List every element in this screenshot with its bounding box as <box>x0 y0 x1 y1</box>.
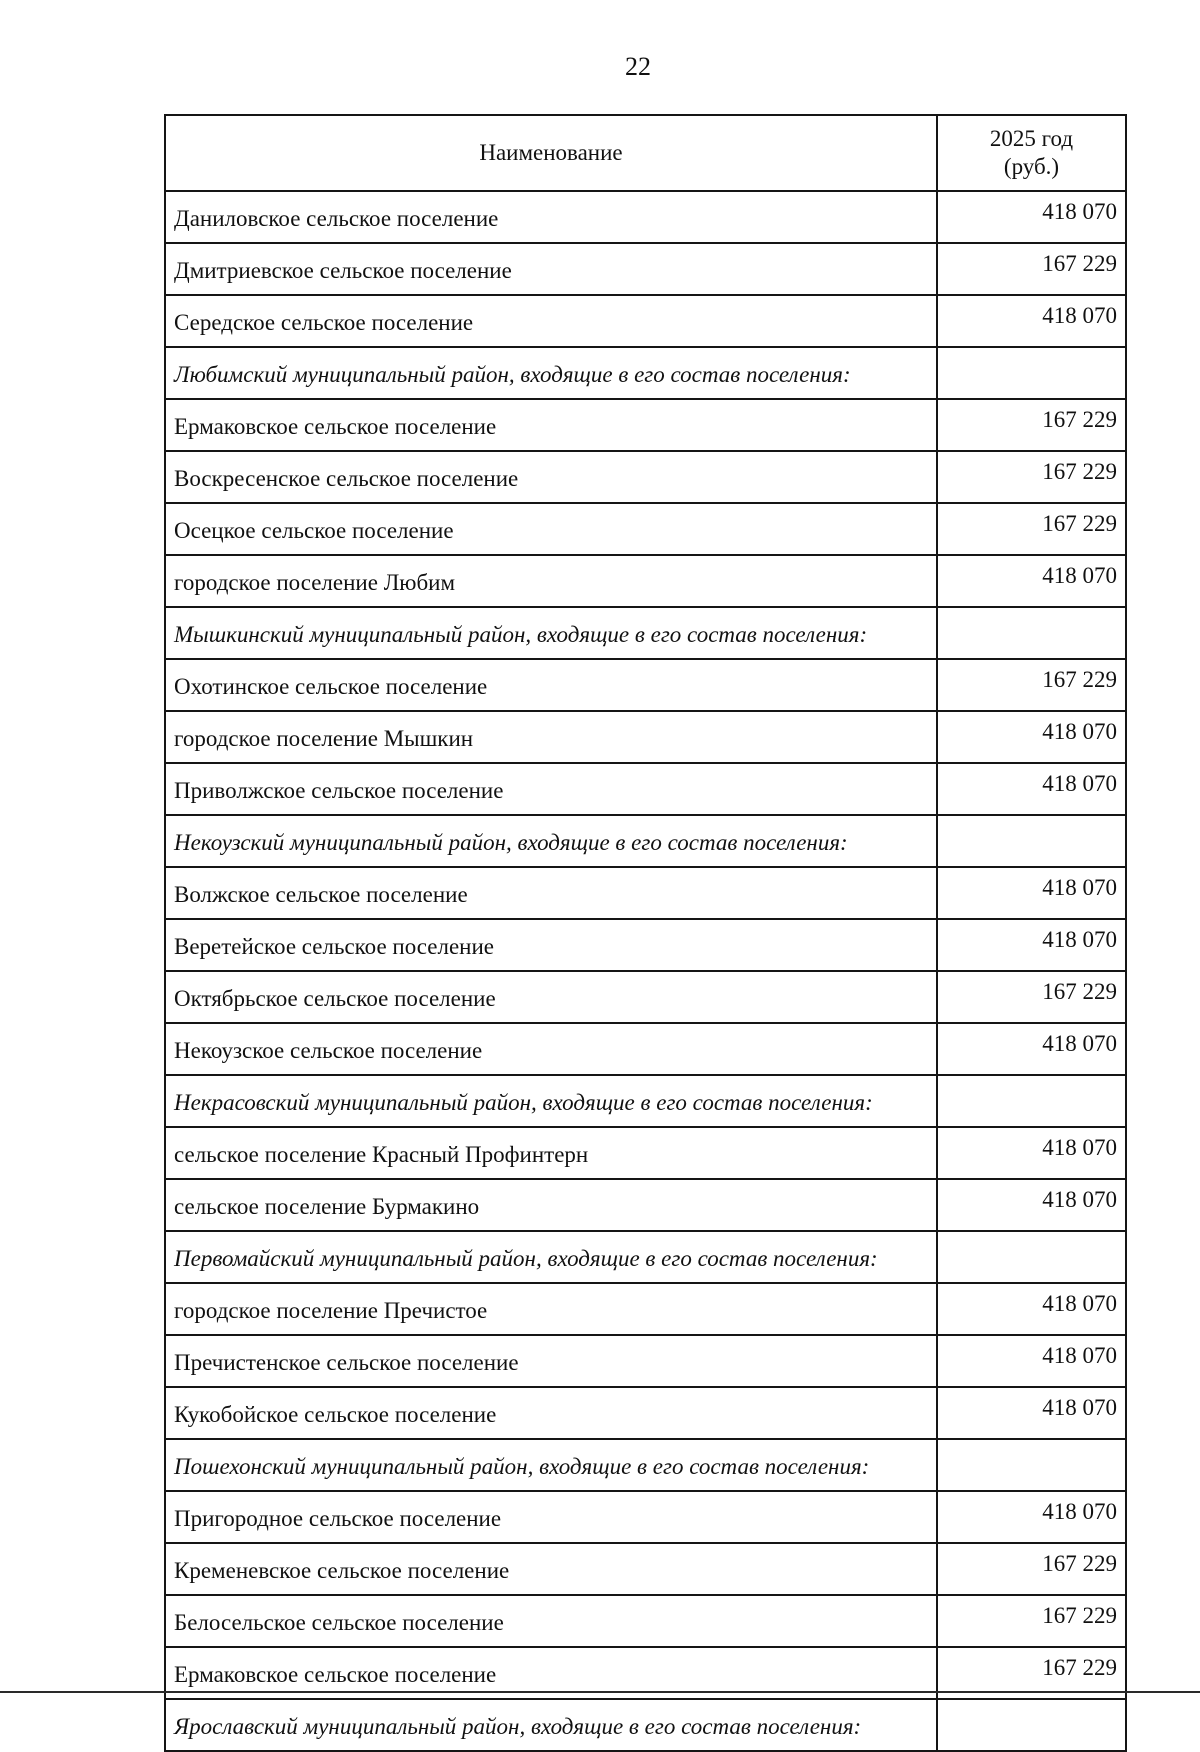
district-name-cell: Ярославский муниципальный район, входящие в его состав поселения: <box>165 1699 937 1751</box>
amount-cell: 167 229 <box>937 399 1126 451</box>
settlement-name-cell: Некоузское сельское поселение <box>165 1023 937 1075</box>
amount-cell: 167 229 <box>937 971 1126 1023</box>
settlement-name-cell: сельское поселение Бурмакино <box>165 1179 937 1231</box>
settlement-name-cell: сельское поселение Красный Профинтерн <box>165 1127 937 1179</box>
table-row <box>165 295 1126 347</box>
district-name-cell: Пошехонский муниципальный район, входящие в его состав поселения: <box>165 1439 937 1491</box>
table-row <box>165 399 1126 451</box>
table-body <box>165 191 1126 1751</box>
amount-cell: 418 070 <box>937 1023 1126 1075</box>
amount-cell: 418 070 <box>937 555 1126 607</box>
settlement-name-cell: Пречистенское сельское поселение <box>165 1335 937 1387</box>
table-row <box>165 867 1126 919</box>
amount-cell: 418 070 <box>937 1335 1126 1387</box>
amount-cell: 418 070 <box>937 1283 1126 1335</box>
settlement-name-cell: Веретейское сельское поселение <box>165 919 937 971</box>
table-header-row <box>165 115 1126 191</box>
table-row <box>165 1491 1126 1543</box>
amount-cell: 418 070 <box>937 1491 1126 1543</box>
table-row <box>165 1595 1126 1647</box>
settlement-name-cell: Волжское сельское поселение <box>165 867 937 919</box>
amount-cell: 418 070 <box>937 867 1126 919</box>
settlement-name-cell: Ермаковское сельское поселение <box>165 1647 937 1699</box>
amount-cell: 418 070 <box>937 1179 1126 1231</box>
district-name-cell: Любимский муниципальный район, входящие в его состав поселения: <box>165 347 937 399</box>
settlement-name-cell: Ермаковское сельское поселение <box>165 399 937 451</box>
settlement-name-cell: Октябрьское сельское поселение <box>165 971 937 1023</box>
settlement-name-cell: Середское сельское поселение <box>165 295 937 347</box>
header-value <box>937 115 1126 191</box>
amount-cell <box>937 1699 1126 1751</box>
table-row <box>165 763 1126 815</box>
table-row <box>165 1127 1126 1179</box>
table-row <box>165 555 1126 607</box>
header-value-year: 2025 год <box>989 126 1074 151</box>
district-name-cell: Первомайский муниципальный район, входящие в его состав поселения: <box>165 1231 937 1283</box>
table-group-row <box>165 607 1126 659</box>
table-row <box>165 1023 1126 1075</box>
settlement-name-cell: Воскресенское сельское поселение <box>165 451 937 503</box>
amount-cell: 167 229 <box>937 659 1126 711</box>
header-name: Наименование <box>165 115 937 191</box>
table-group-row <box>165 1231 1126 1283</box>
table-row <box>165 451 1126 503</box>
district-name-cell: Некрасовский муниципальный район, входящие в его состав поселения: <box>165 1075 937 1127</box>
settlement-name-cell: городское поселение Любим <box>165 555 937 607</box>
table-row <box>165 503 1126 555</box>
settlement-name-cell: Белосельское сельское поселение <box>165 1595 937 1647</box>
amount-cell <box>937 815 1126 867</box>
amount-cell: 167 229 <box>937 1595 1126 1647</box>
amount-cell: 418 070 <box>937 1387 1126 1439</box>
table-group-row <box>165 1699 1126 1751</box>
table-group-row <box>165 815 1126 867</box>
table-row <box>165 971 1126 1023</box>
header-value-unit: (руб.) <box>1003 154 1060 179</box>
table-group-row <box>165 347 1126 399</box>
amount-cell: 418 070 <box>937 191 1126 243</box>
amount-cell <box>937 607 1126 659</box>
settlement-name-cell: Даниловское сельское поселение <box>165 191 937 243</box>
amount-cell: 167 229 <box>937 1647 1126 1699</box>
table-row <box>165 1335 1126 1387</box>
settlement-name-cell: Пригородное сельское поселение <box>165 1491 937 1543</box>
amount-cell <box>937 1075 1126 1127</box>
district-name-cell: Некоузский муниципальный район, входящие в его состав поселения: <box>165 815 937 867</box>
amount-cell: 418 070 <box>937 919 1126 971</box>
settlement-name-cell: Осецкое сельское поселение <box>165 503 937 555</box>
amount-cell: 167 229 <box>937 503 1126 555</box>
settlement-name-cell: Охотинское сельское поселение <box>165 659 937 711</box>
settlement-name-cell: Кукобойское сельское поселение <box>165 1387 937 1439</box>
amount-cell: 167 229 <box>937 243 1126 295</box>
table-group-row <box>165 1439 1126 1491</box>
table-row <box>165 711 1126 763</box>
table-group-row <box>165 1075 1126 1127</box>
amount-cell: 418 070 <box>937 763 1126 815</box>
amount-cell: 418 070 <box>937 295 1126 347</box>
table-row <box>165 1283 1126 1335</box>
page-number: 22 <box>625 52 651 81</box>
table-row <box>165 919 1126 971</box>
table-row <box>165 1387 1126 1439</box>
amount-cell <box>937 1231 1126 1283</box>
table-row <box>165 1543 1126 1595</box>
table-row <box>165 243 1126 295</box>
table-row <box>165 1179 1126 1231</box>
amount-cell: 167 229 <box>937 1543 1126 1595</box>
settlement-name-cell: городское поселение Мышкин <box>165 711 937 763</box>
allocation-table <box>164 114 1127 1752</box>
amount-cell: 418 070 <box>937 711 1126 763</box>
settlement-name-cell: Приволжское сельское поселение <box>165 763 937 815</box>
amount-cell <box>937 347 1126 399</box>
district-name-cell: Мышкинский муниципальный район, входящие в его состав поселения: <box>165 607 937 659</box>
amount-cell: 167 229 <box>937 451 1126 503</box>
page-bottom-border <box>0 1691 1200 1693</box>
table-row <box>165 659 1126 711</box>
amount-cell <box>937 1439 1126 1491</box>
settlement-name-cell: Кременевское сельское поселение <box>165 1543 937 1595</box>
table-row <box>165 191 1126 243</box>
settlement-name-cell: городское поселение Пречистое <box>165 1283 937 1335</box>
amount-cell: 418 070 <box>937 1127 1126 1179</box>
settlement-name-cell: Дмитриевское сельское поселение <box>165 243 937 295</box>
